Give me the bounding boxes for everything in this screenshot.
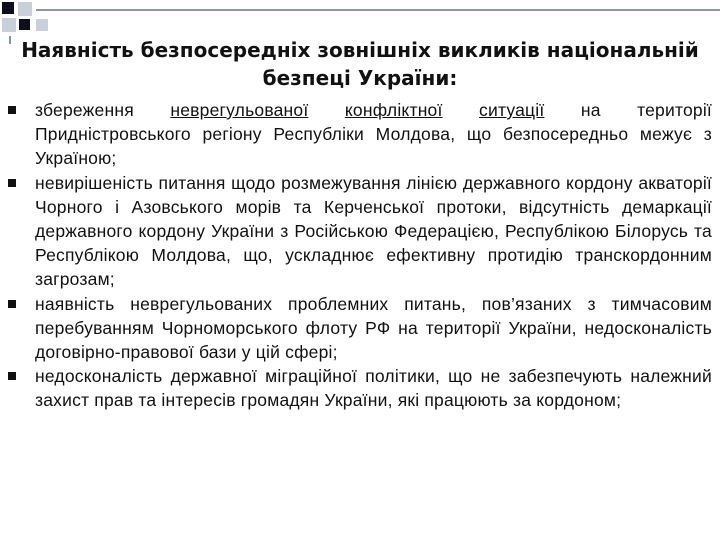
decor-square-light <box>36 19 48 31</box>
bullet-item <box>8 98 712 171</box>
header-decoration <box>0 0 720 36</box>
bullet-item <box>8 171 712 292</box>
decor-square-light <box>18 2 32 16</box>
bullet-text: наявність неврегульованих проблемних питань, пов’язаних з тимчасовим перебуванням Чорноморського флоту РФ на території України, недосконалість договірно-правової бази у цій сфері; <box>35 293 712 363</box>
decor-square-dark <box>19 19 30 30</box>
slide-title-line-2: безпеці України: <box>262 66 458 90</box>
slide-title-line-1: Наявність безпосередніх зовнішніх викликів національній <box>21 38 699 62</box>
underlined-word: ситуації <box>479 100 545 120</box>
bullet-text: невирішеність питання щодо розмежування лінією державного кордону акваторії Чорного і Азовського морів та Керченської протоки, відсутність демаркації державного кордону України з Російською Федерацією, Республікою Білорусь та Республікою Молдова, що, ускладнює ефективну протидію транскордонним загрозам; <box>35 172 712 290</box>
slide-title <box>0 36 720 92</box>
underlined-word: конфліктної <box>344 100 443 120</box>
bullet-text: недосконалість державної міграційної політики, що не забезпечують належний захист прав та інтересів громадян України, які працюють за кордоном; <box>35 366 712 411</box>
square-bullet-icon <box>8 300 16 308</box>
bullet-text: збереження неврегульованої конфліктної ситуації на території Придністровського регіону Республіки Молдова, що безпосередньо межує з Україною; <box>35 100 712 169</box>
decor-square-light <box>2 18 16 32</box>
square-bullet-icon <box>8 106 16 114</box>
square-bullet-icon <box>8 372 16 380</box>
bullet-item <box>8 292 712 365</box>
bullet-item <box>8 364 712 412</box>
underlined-word: неврегульованої <box>170 100 309 120</box>
decor-square-dark <box>2 2 14 14</box>
square-bullet-icon <box>8 179 16 187</box>
bullet-list <box>8 98 712 413</box>
decor-top-rule <box>36 9 720 11</box>
